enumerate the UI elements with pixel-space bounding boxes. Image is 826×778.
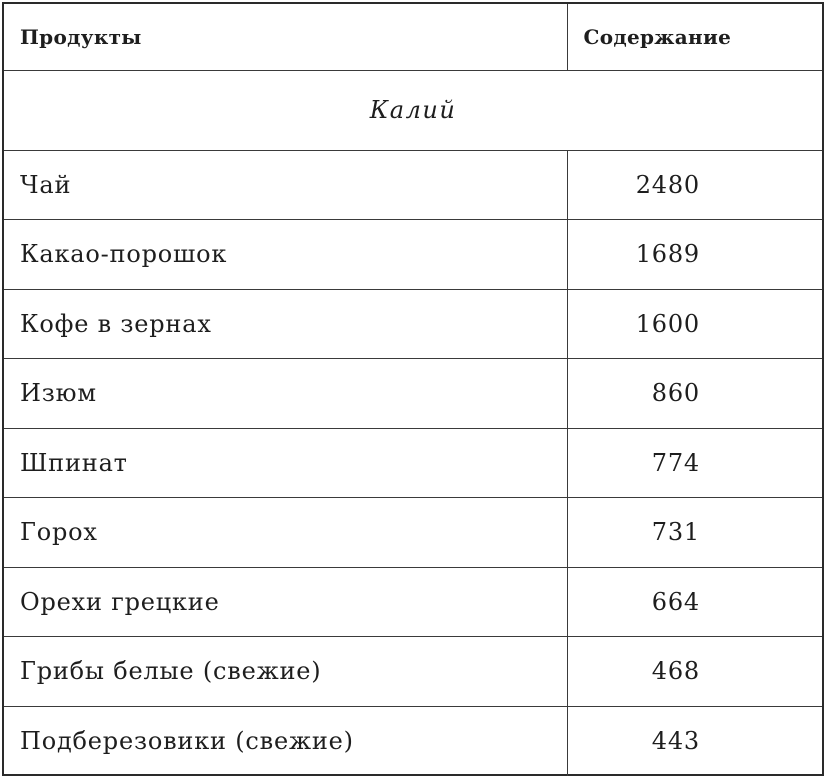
section-row <box>4 70 822 150</box>
content-value: 443 <box>567 706 822 776</box>
product-name: Орехи грецкие <box>4 567 567 637</box>
content-value: 468 <box>567 637 822 707</box>
product-name: Грибы белые (свежие) <box>4 637 567 707</box>
header-row <box>4 4 822 70</box>
product-name: Кофе в зернах <box>4 289 567 359</box>
product-name: Изюм <box>4 359 567 429</box>
content-value: 664 <box>567 567 822 637</box>
section-title: Калий <box>4 70 822 150</box>
table-row <box>4 428 822 498</box>
product-name: Какао-порошок <box>4 220 567 290</box>
product-name: Подберезовики (свежие) <box>4 706 567 776</box>
table-row <box>4 706 822 776</box>
product-name: Чай <box>4 150 567 220</box>
potassium-content-table <box>4 4 822 776</box>
table-row <box>4 289 822 359</box>
content-value: 1600 <box>567 289 822 359</box>
header-products: Продукты <box>4 4 567 70</box>
nutrient-table <box>2 2 824 776</box>
content-value: 774 <box>567 428 822 498</box>
content-value: 860 <box>567 359 822 429</box>
table-row <box>4 637 822 707</box>
content-value: 731 <box>567 498 822 568</box>
table-row <box>4 220 822 290</box>
table-row <box>4 498 822 568</box>
content-value: 2480 <box>567 150 822 220</box>
header-content: Содержание <box>567 4 822 70</box>
product-name: Шпинат <box>4 428 567 498</box>
product-name: Горох <box>4 498 567 568</box>
content-value: 1689 <box>567 220 822 290</box>
table-row <box>4 359 822 429</box>
table-row <box>4 567 822 637</box>
table-row <box>4 150 822 220</box>
